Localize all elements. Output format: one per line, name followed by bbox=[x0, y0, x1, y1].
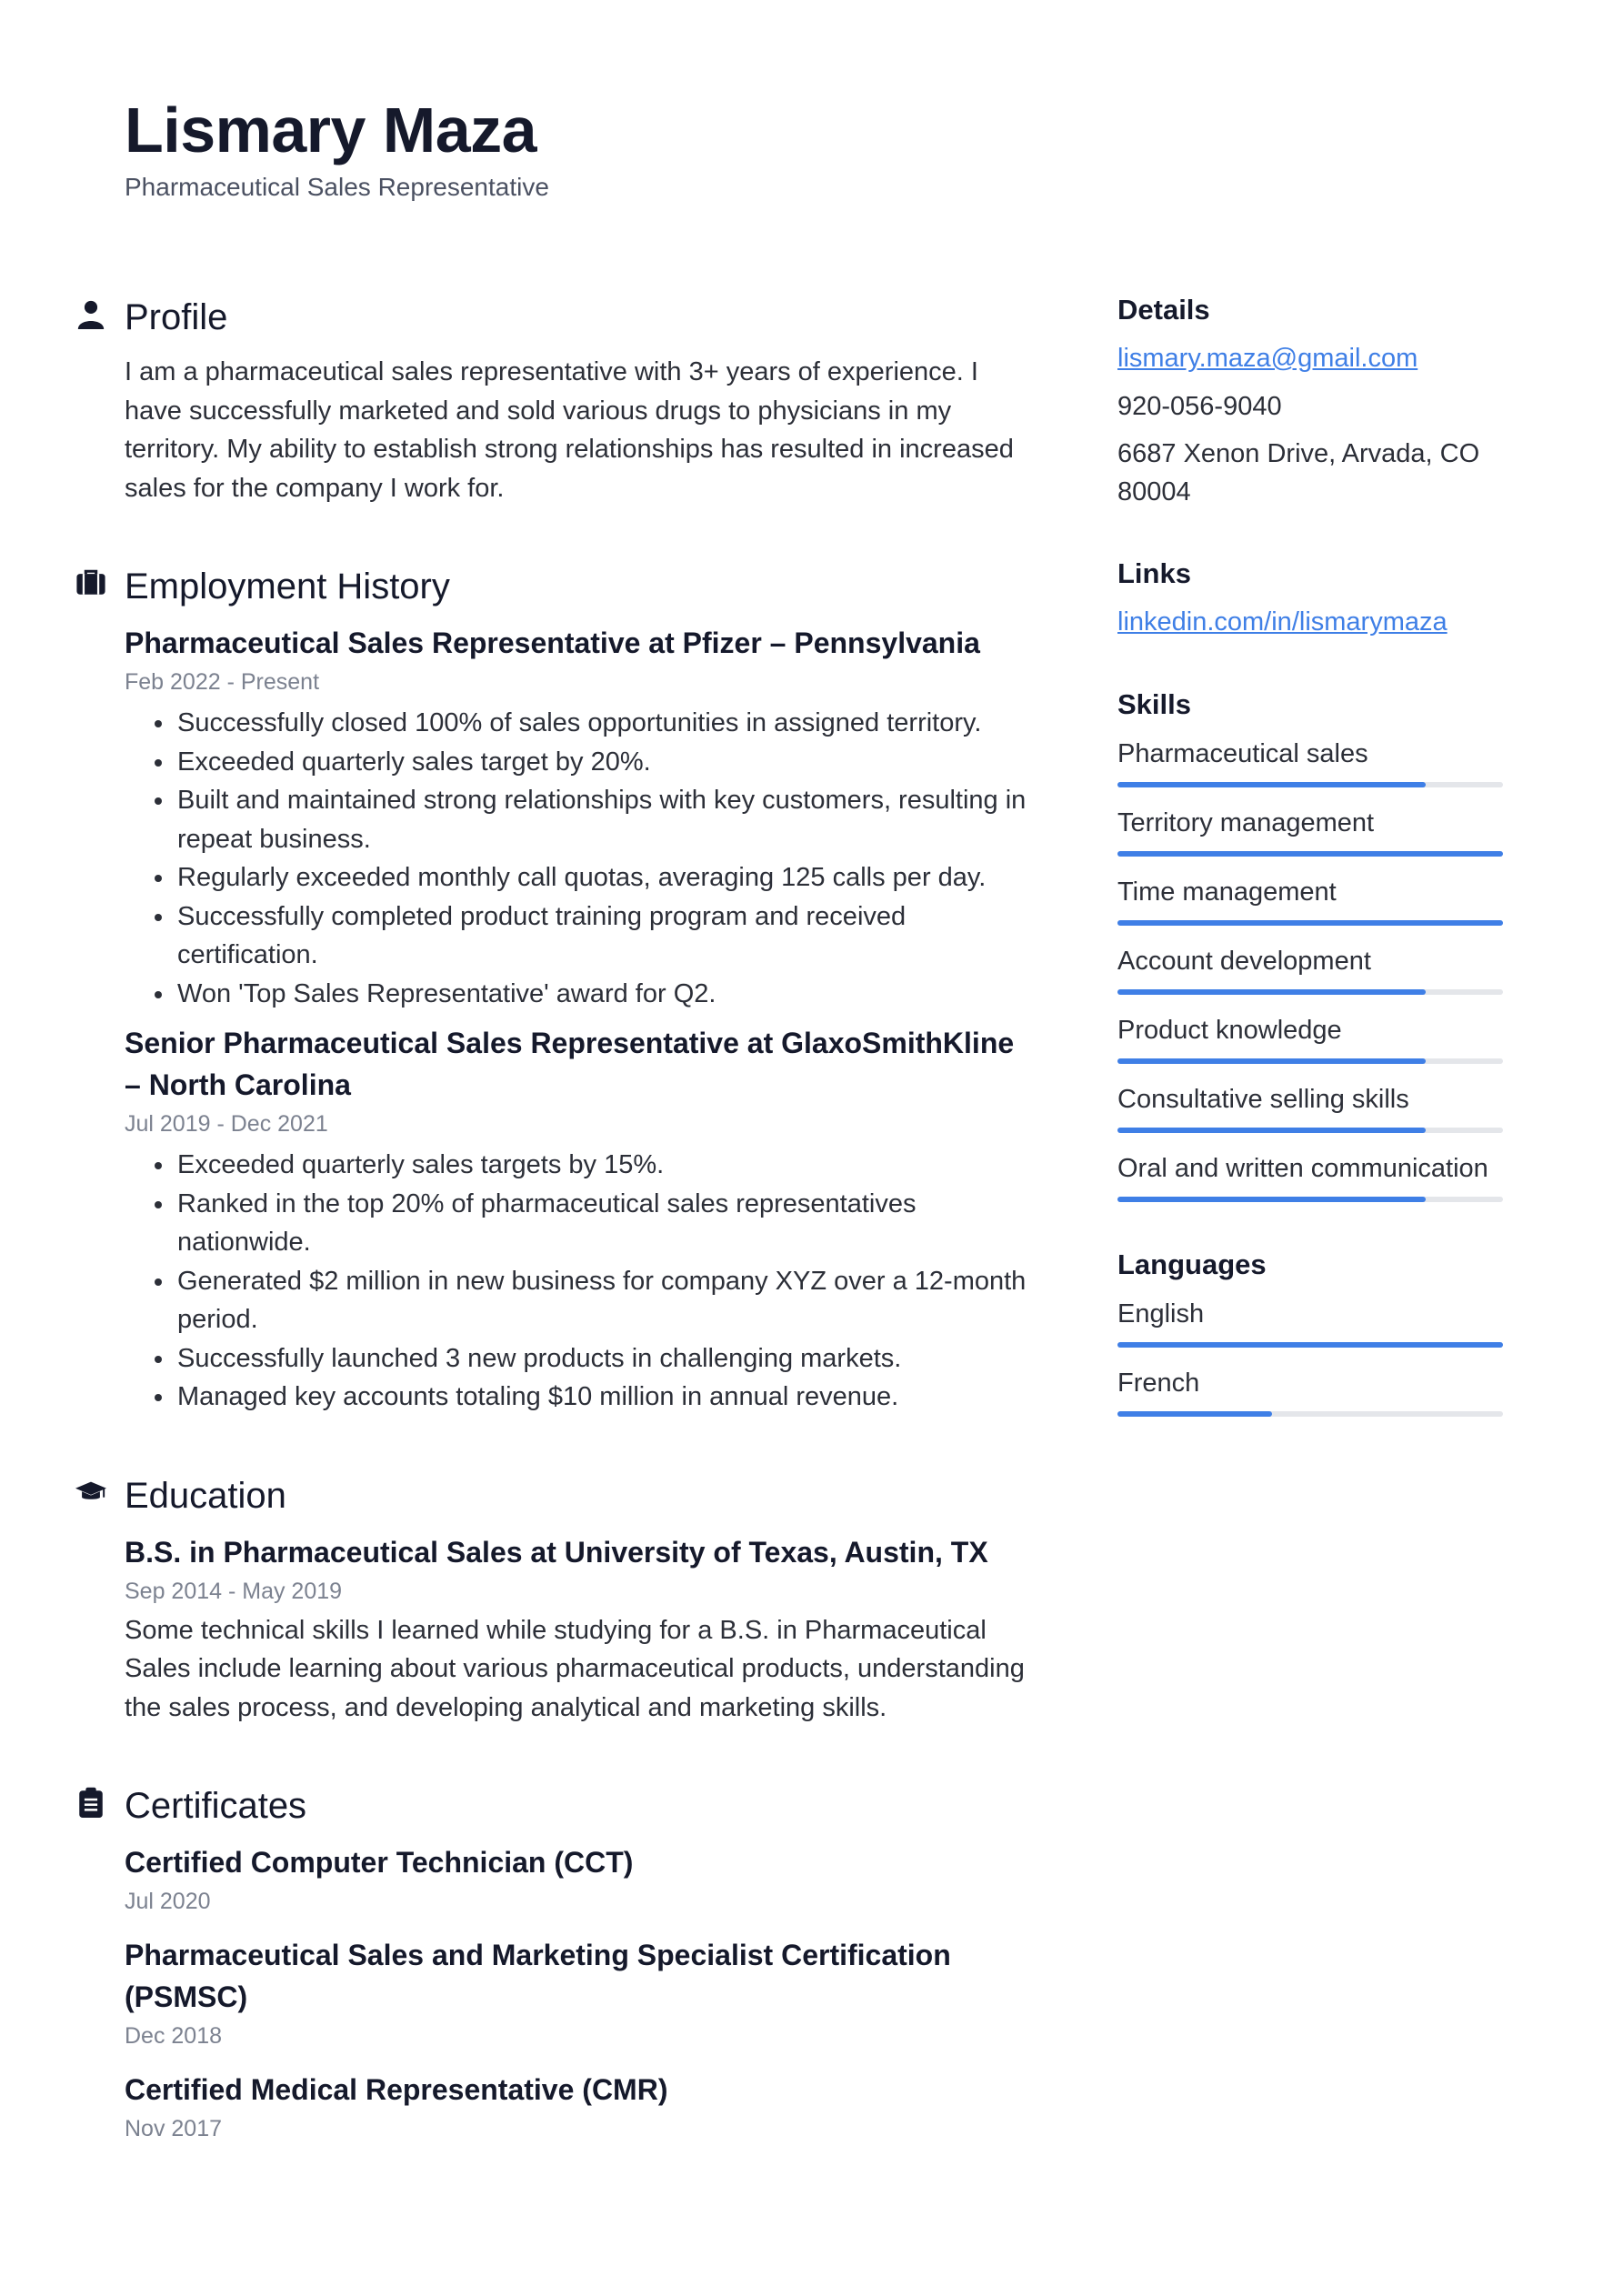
job-bullet: • Ranked in the top 20% of pharmaceutical sales representatives nationwide. bbox=[175, 1185, 1034, 1262]
skills-heading: Skills bbox=[1117, 688, 1191, 720]
degree-description: Some technical skills I learned while studying for a B.S. in Pharmaceutical Sales include learning about various pharmaceutical products, understanding the sales process, and developing analytical and marketing skills. bbox=[125, 1615, 1025, 1722]
skill-label: Oral and written communication bbox=[1117, 1154, 1488, 1183]
phone-number: 920-056-9040 bbox=[1117, 392, 1282, 421]
briefcase-icon bbox=[75, 567, 106, 598]
profile-heading: Profile bbox=[125, 297, 228, 337]
language-bar bbox=[1117, 1342, 1503, 1348]
job-dates: Feb 2022 - Present bbox=[125, 669, 320, 695]
skill-bar-fill bbox=[1117, 920, 1503, 926]
skill-bar-fill bbox=[1117, 851, 1503, 857]
candidate-name: Lismary Maza bbox=[125, 95, 537, 165]
details-heading: Details bbox=[1117, 294, 1210, 326]
certificate-date: Nov 2017 bbox=[125, 2116, 223, 2141]
skill-item bbox=[1117, 1149, 1545, 1202]
job-bullet: • Managed key accounts totaling $10 million in annual revenue. bbox=[175, 1378, 1034, 1417]
skill-label: Consultative selling skills bbox=[1117, 1085, 1409, 1114]
skill-item bbox=[1117, 735, 1545, 787]
skill-label: Account development bbox=[1117, 947, 1371, 976]
job-bullet: • Successfully launched 3 new products in challenging markets. bbox=[175, 1339, 1034, 1379]
certificate-name: Certified Computer Technician (CCT) bbox=[125, 1846, 634, 1879]
job-bullet: • Generated $2 million in new business for company XYZ over a 12-month period. bbox=[175, 1262, 1034, 1339]
skill-item bbox=[1117, 1080, 1545, 1133]
skill-label: Pharmaceutical sales bbox=[1117, 739, 1368, 768]
skill-label: Territory management bbox=[1117, 808, 1375, 837]
job-bullet: • Won 'Top Sales Representative' award for Q2. bbox=[175, 975, 1034, 1014]
skill-bar bbox=[1117, 1128, 1503, 1133]
language-item bbox=[1117, 1295, 1545, 1348]
job-entry bbox=[125, 1022, 1034, 1417]
job-title: Pharmaceutical Sales Representative at Pfizer – Pennsylvania bbox=[125, 627, 980, 659]
skill-bar bbox=[1117, 920, 1503, 926]
skill-item bbox=[1117, 1011, 1545, 1064]
skill-label: Time management bbox=[1117, 877, 1337, 907]
job-bullet: • Regularly exceeded monthly call quotas, averaging 125 calls per day. bbox=[175, 858, 1034, 897]
certificate-entry bbox=[125, 2069, 1034, 2145]
skill-bar-fill bbox=[1117, 782, 1426, 787]
job-bullets bbox=[125, 1146, 1034, 1417]
skill-bar-fill bbox=[1117, 1197, 1426, 1202]
job-bullet: • Exceeded quarterly sales targets by 15%. bbox=[175, 1146, 1034, 1185]
job-bullet: • Successfully completed product training program and received certification. bbox=[175, 897, 1034, 975]
profile-text: I am a pharmaceutical sales representative with 3+ years of experience. I have successfully marketed and sold various drugs to physicians in my territory. My ability to establish strong relationships has resulted in increased sales for the company I work for. bbox=[125, 357, 1014, 503]
job-bullets bbox=[125, 704, 1034, 1013]
details-section bbox=[1117, 289, 1545, 511]
education-section bbox=[125, 1468, 1034, 1728]
skill-bar-fill bbox=[1117, 1058, 1426, 1064]
employment-heading: Employment History bbox=[125, 566, 450, 607]
address: 6687 Xenon Drive, Arvada, CO 80004 bbox=[1117, 439, 1480, 506]
skill-label: Product knowledge bbox=[1117, 1016, 1342, 1045]
skill-bar bbox=[1117, 989, 1503, 995]
certificate-entry bbox=[125, 1934, 1034, 2052]
certificate-name: Pharmaceutical Sales and Marketing Specialist Certification (PSMSC) bbox=[125, 1939, 951, 2013]
languages-heading: Languages bbox=[1117, 1248, 1267, 1280]
job-bullet: • Exceeded quarterly sales target by 20%. bbox=[175, 743, 1034, 782]
graduation-cap-icon bbox=[75, 1477, 106, 1508]
email-link[interactable]: lismary.maza@gmail.com bbox=[1117, 344, 1418, 373]
certificate-entry bbox=[125, 1841, 1034, 1918]
job-title: Senior Pharmaceutical Sales Representative at GlaxoSmithKline – North Carolina bbox=[125, 1027, 1015, 1101]
sidebar bbox=[1117, 289, 1545, 1459]
language-item bbox=[1117, 1364, 1545, 1417]
language-bar bbox=[1117, 1411, 1503, 1417]
job-bullet: • Successfully closed 100% of sales opportunities in assigned territory. bbox=[175, 704, 1034, 743]
skill-bar-fill bbox=[1117, 989, 1426, 995]
language-bar-fill bbox=[1117, 1342, 1503, 1348]
linkedin-link[interactable]: linkedin.com/in/lismarymaza bbox=[1117, 607, 1448, 637]
profile-section bbox=[125, 289, 1034, 507]
certificate-date: Jul 2020 bbox=[125, 1889, 211, 1914]
skill-bar bbox=[1117, 1058, 1503, 1064]
links-section bbox=[1117, 553, 1545, 642]
skill-bar bbox=[1117, 1197, 1503, 1202]
degree-title: B.S. in Pharmaceutical Sales at University of Texas, Austin, TX bbox=[125, 1535, 988, 1569]
skills-section bbox=[1117, 684, 1545, 1202]
person-icon bbox=[75, 298, 106, 329]
job-dates: Jul 2019 - Dec 2021 bbox=[125, 1111, 328, 1137]
certificates-section bbox=[125, 1778, 1034, 2145]
skill-item bbox=[1117, 942, 1545, 995]
languages-section bbox=[1117, 1244, 1545, 1417]
certificate-name: Certified Medical Representative (CMR) bbox=[125, 2073, 668, 2106]
degree-dates: Sep 2014 - May 2019 bbox=[125, 1578, 343, 1604]
employment-section bbox=[125, 558, 1034, 1417]
education-entry bbox=[125, 1531, 1034, 1728]
job-bullet: • Built and maintained strong relationships with key customers, resulting in repeat business. bbox=[175, 781, 1034, 858]
clipboard-icon bbox=[75, 1787, 106, 1818]
job-entry bbox=[125, 622, 1034, 1013]
language-label: English bbox=[1117, 1299, 1205, 1328]
certificate-date: Dec 2018 bbox=[125, 2023, 223, 2049]
skill-bar bbox=[1117, 851, 1503, 857]
language-bar-fill bbox=[1117, 1411, 1272, 1417]
skill-bar bbox=[1117, 782, 1503, 787]
skill-bar-fill bbox=[1117, 1128, 1426, 1133]
certificates-heading: Certificates bbox=[125, 1786, 307, 1826]
main-column bbox=[125, 289, 1034, 2196]
skill-item bbox=[1117, 873, 1545, 926]
education-heading: Education bbox=[125, 1475, 286, 1516]
language-label: French bbox=[1117, 1369, 1200, 1398]
candidate-title: Pharmaceutical Sales Representative bbox=[125, 173, 549, 201]
links-heading: Links bbox=[1117, 557, 1191, 589]
skill-item bbox=[1117, 804, 1545, 857]
